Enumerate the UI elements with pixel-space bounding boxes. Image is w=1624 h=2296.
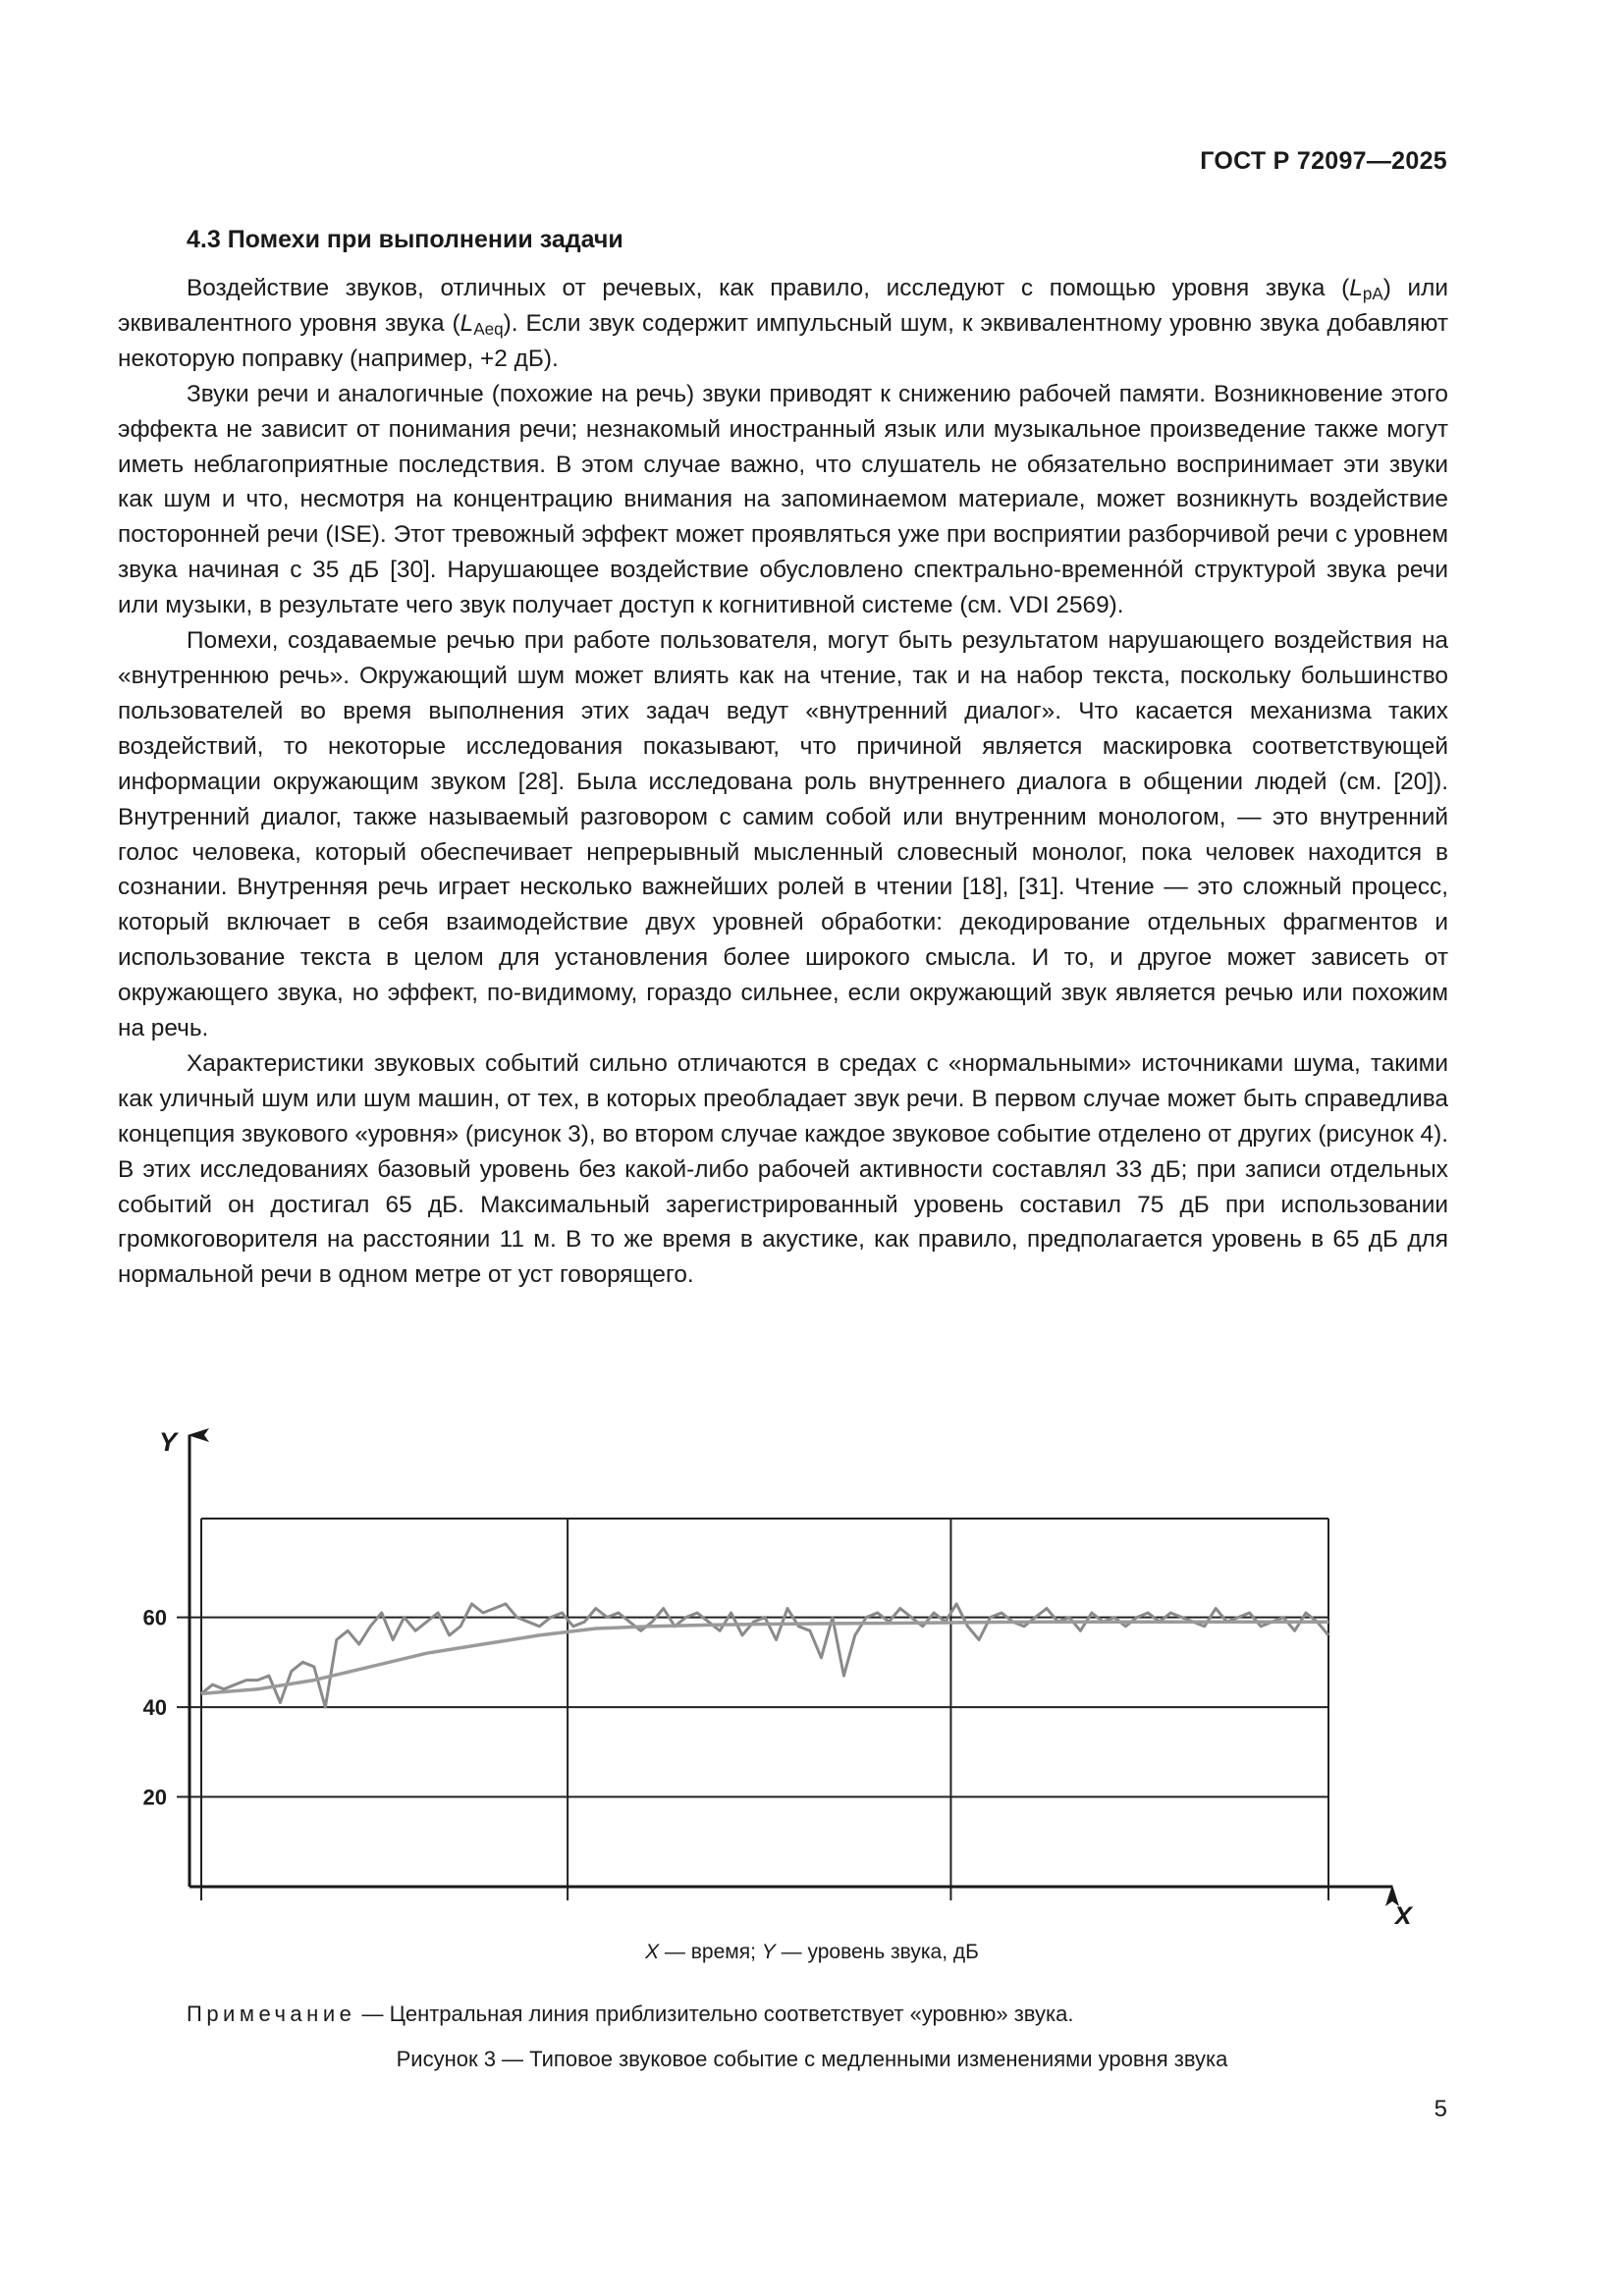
y-description: — уровень звука, дБ [775, 1941, 979, 1963]
paragraph-2: Звуки речи и аналогичные (похожие на речь) звуки приводят к снижению рабочей памяти. Возникновение этого эффекта не зависит от понимания речи; незнакомый иностранный язык или музыкальное произведение также могут иметь неблагоприятные последствия. В этом случае важно, что слушатель не обязательно воспринимает эти звуки как шум и что, несмотря на концентрацию внимания на запоминаемом материале, может возникнуть воздействие посторонней речи (ISE). Этот тревожный эффект может проявляться уже при восприятии разборчивой речи с уровнем звука начиная с 35 дБ [30]. Нарушающее воздействие обусловлено спектрально-временно́й структурой звука речи или музыки, в результате чего звук получает доступ к когнитивной системе (см. VDI 2569). [118, 380, 1448, 619]
axis-caption [0, 1941, 1624, 1964]
symbol-l: L [1349, 275, 1363, 301]
x-axis-label: X [1394, 1901, 1413, 1924]
p1-part-c: ). Если звук содержит импульсный шум, к эквивалентному уровню звука добавляют некоторую поправку (например, +2 дБ). [118, 309, 1448, 372]
chart-grid [177, 1519, 1328, 1900]
subscript-pa: pA [1362, 285, 1383, 303]
paragraph-1 [118, 271, 1448, 377]
y-symbol: Y [761, 1941, 776, 1963]
section-title: 4.3 Помехи при выполнении задачи [187, 226, 623, 253]
paragraph-4: Характеристики звуковых событий сильно отличаются в средах с «нормальными» источниками шума, такими как уличный шум или шум машин, от тех, в которых преобладает звук речи. В первом случае может быть справедлива концепция звукового «уровня» (рисунок 3), во втором случае каждое звуковое событие отделено от других (рисунок 4). В этих исследованиях базовый уровень без какой-либо рабочей активности составлял 33 дБ; при записи отдельных событий он достигал 65 дБ. Максимальный зарегистрированный уровень составил 75 дБ при использовании громкоговорителя на расстоянии 11 м. В то же время в акустике, как правило, предполагается уровень в 65 дБ для нормальной речи в одном метре от уст говорящего. [118, 1049, 1448, 1289]
chart-series [201, 1604, 1328, 1707]
note-text: — Центральная линия приблизительно соответствует «уровню» звука. [355, 2002, 1074, 2026]
x-symbol: X [645, 1941, 660, 1963]
figure-caption: Рисунок 3 — Типовое звуковое событие с медленными изменениями уровня звука [396, 2047, 1228, 2071]
y-tick-label: 60 [142, 1605, 167, 1630]
x-description: — время; [659, 1941, 762, 1963]
p1-part-a: Воздействие звуков, отличных от речевых, как правило, исследуют с помощью уровня звука ( [187, 275, 1350, 301]
standard-header: ГОСТ Р 72097—2025 [1200, 147, 1447, 175]
body-text [118, 271, 1448, 1293]
page-number: 5 [1434, 2096, 1447, 2122]
symbol-l: L [460, 309, 474, 337]
y-tick-label: 40 [142, 1695, 167, 1721]
central-level-line [201, 1622, 1328, 1693]
note-label: Примечание [187, 2002, 356, 2026]
p1-part-b: ) или эквивалентного уровня звука ( [118, 275, 1448, 337]
sound-level-line [201, 1604, 1328, 1707]
y-tick-label: 20 [142, 1785, 167, 1810]
figure-note [187, 2002, 1073, 2027]
subscript-aeq: Aeq [473, 319, 504, 339]
chart-axes [189, 1435, 1392, 1887]
sound-level-chart [0, 1414, 1624, 1924]
y-axis-label: Y [159, 1427, 178, 1457]
paragraph-3: Помехи, создаваемые речью при работе пользователя, могут быть результатом нарушающего воздействия на «внутреннюю речь». Окружающий шум может влиять как на чтение, так и на набор текста, поскольку большинство пользователей во время выполнения этих задач ведут «внутренний диалог». Что касается механизма таких воздействий, то некоторые исследования показывают, что причиной является маскировка соответствующей информации окружающим звуком [28]. Была исследована роль внутреннего диалога в общении людей (см. [20]). Внутренний диалог, также называемый разговором с самим собой или внутренним монологом, — это внутренний голос человека, который обеспечивает непрерывный мысленный словесный монолог, пока человек находится в сознании. Внутренняя речь играет несколько важнейших ролей в чтении [18], [31]. Чтение — это сложный процесс, который включает в себя взаимодействие двух уровней обработки: декодирование отдельных фрагментов и использование текста в целом для установления более широкого смысла. И то, и другое может зависеть от окружающего звука, но эффект, по-видимому, гораздо сильнее, если окружающий звук является речью или похожим на речь. [118, 627, 1448, 1042]
